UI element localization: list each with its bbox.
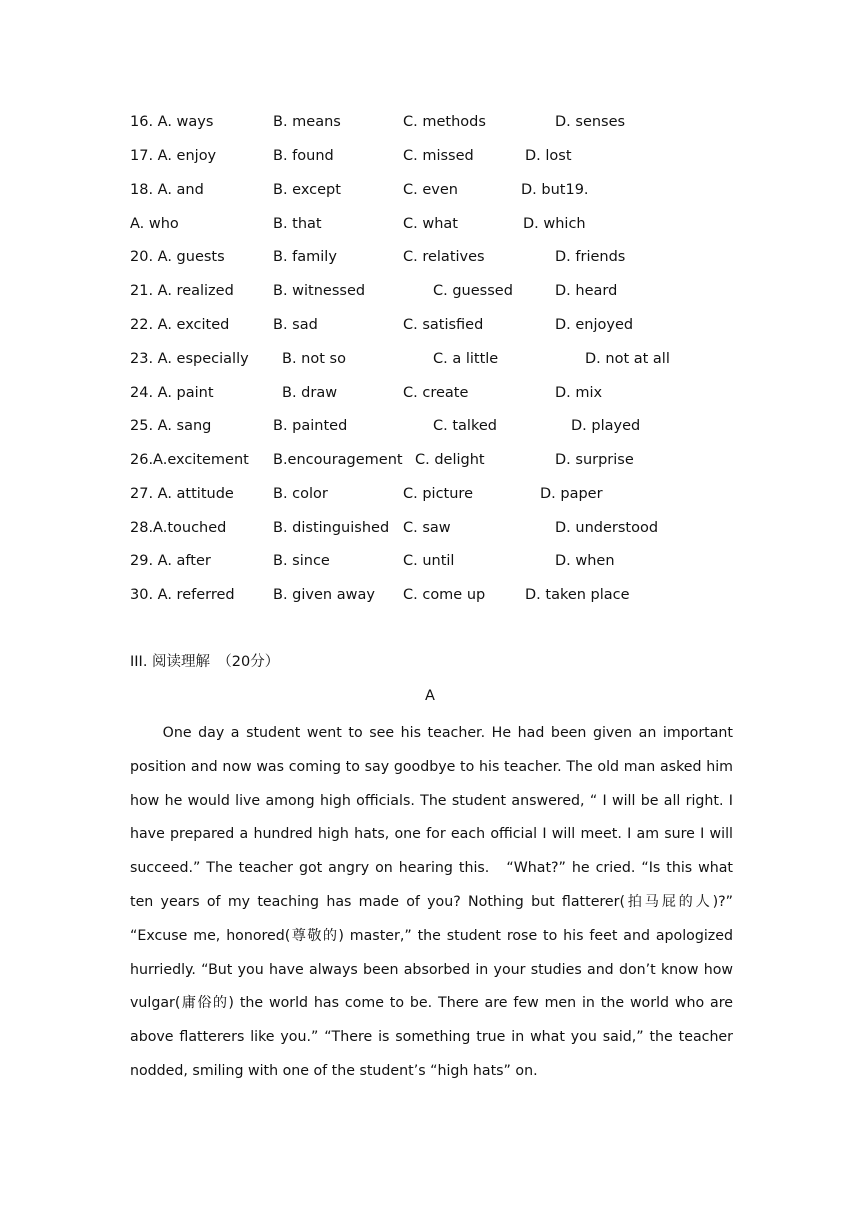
option-a: 22. A. excited: [130, 317, 230, 333]
option-row-22: [0, 313, 860, 337]
option-b: B.encouragement: [273, 452, 403, 468]
option-b: B. color: [273, 486, 328, 502]
option-c: C. saw: [403, 520, 451, 536]
option-c: C. satisfied: [403, 317, 484, 333]
option-b: B. family: [273, 249, 337, 265]
option-row-29: [0, 549, 860, 573]
option-a: 21. A. realized: [130, 283, 234, 299]
option-a: 26.A.excitement: [130, 452, 249, 468]
option-row-23: [0, 347, 860, 371]
option-c: C. delight: [415, 452, 485, 468]
option-d: D. senses: [555, 114, 626, 130]
option-c: C. what: [403, 216, 458, 232]
option-d: D. taken place: [525, 587, 630, 603]
option-d: D. paper: [540, 486, 603, 502]
option-row-17: [0, 144, 860, 168]
option-b: B. painted: [273, 418, 348, 434]
option-a: 20. A. guests: [130, 249, 225, 265]
option-a: 16. A. ways: [130, 114, 214, 130]
option-d: D. when: [555, 553, 615, 569]
option-d: D. friends: [555, 249, 626, 265]
option-d: D. enjoyed: [555, 317, 634, 333]
option-row-19: [0, 212, 860, 236]
option-a: 23. A. especially: [130, 351, 249, 367]
option-a: 24. A. paint: [130, 385, 214, 401]
option-d: D. heard: [555, 283, 618, 299]
option-b: B. since: [273, 553, 330, 569]
option-row-28: [0, 516, 860, 540]
option-c: C. methods: [403, 114, 486, 130]
option-b: B. means: [273, 114, 341, 130]
option-b: B. that: [273, 216, 322, 232]
option-a: 28.A.touched: [130, 520, 227, 536]
option-d: D. understood: [555, 520, 659, 536]
option-row-26: [0, 448, 860, 472]
option-a: 17. A. enjoy: [130, 148, 217, 164]
option-row-24: [0, 381, 860, 405]
option-b: B. sad: [273, 317, 318, 333]
option-b: B. distinguished: [273, 520, 390, 536]
option-c: C. talked: [433, 418, 497, 434]
passage-text: One day a student went to see his teacher. He had been given an important position and now was coming to say goodbye to his teacher. The old man asked him how he would live among high officials. The student answered, “ I will be all right. I have prepared a hundred high hats, one for each official I will meet. I am sure I will succeed.” The teacher got angry on hearing this. “What?” he cried. “Is this what ten years of my teaching has made of you? Nothing but flatterer(拍马屁的人)?” “Excuse me, honored(尊敬的) master,” the student rose to his feet and apologized hurriedly. “But you have always been absorbed in your studies and don’t know how vulgar(庸俗的) the world has come to be. There are few men in the world who are above flatterers like you.” “There is something true in what you said,” the teacher nodded, smiling with one of the student’s “high hats” on.: [130, 725, 733, 1079]
option-row-21: [0, 279, 860, 303]
option-b: B. draw: [282, 385, 338, 401]
option-b: B. witnessed: [273, 283, 366, 299]
option-b: B. except: [273, 182, 341, 198]
option-c: C. relatives: [403, 249, 485, 265]
option-row-30: [0, 583, 860, 607]
option-row-27: [0, 482, 860, 506]
option-a: 27. A. attitude: [130, 486, 234, 502]
option-row-20: [0, 245, 860, 269]
option-row-18: [0, 178, 860, 202]
option-c: C. guessed: [433, 283, 513, 299]
option-d: D. played: [571, 418, 641, 434]
option-b: B. found: [273, 148, 334, 164]
option-a: 30. A. referred: [130, 587, 235, 603]
option-d: D. mix: [555, 385, 603, 401]
option-a: 25. A. sang: [130, 418, 212, 434]
option-c: C. picture: [403, 486, 473, 502]
option-b: B. given away: [273, 587, 375, 603]
option-d: D. but19.: [521, 182, 589, 198]
option-row-16: [0, 110, 860, 134]
option-b: B. not so: [282, 351, 346, 367]
option-d: D. lost: [525, 148, 572, 164]
option-a: 18. A. and: [130, 182, 204, 198]
option-c: C. create: [403, 385, 469, 401]
option-row-25: [0, 414, 860, 438]
option-c: C. until: [403, 553, 455, 569]
option-a: 29. A. after: [130, 553, 211, 569]
option-c: C. missed: [403, 148, 474, 164]
option-d: D. surprise: [555, 452, 634, 468]
section-title: III. 阅读理解 （20分）: [130, 654, 280, 670]
option-c: C. even: [403, 182, 458, 198]
option-c: C. come up: [403, 587, 486, 603]
option-a: A. who: [130, 216, 179, 232]
passage-label: A: [425, 688, 435, 704]
option-d: D. which: [523, 216, 586, 232]
option-c: C. a little: [433, 351, 499, 367]
option-d: D. not at all: [585, 351, 670, 367]
